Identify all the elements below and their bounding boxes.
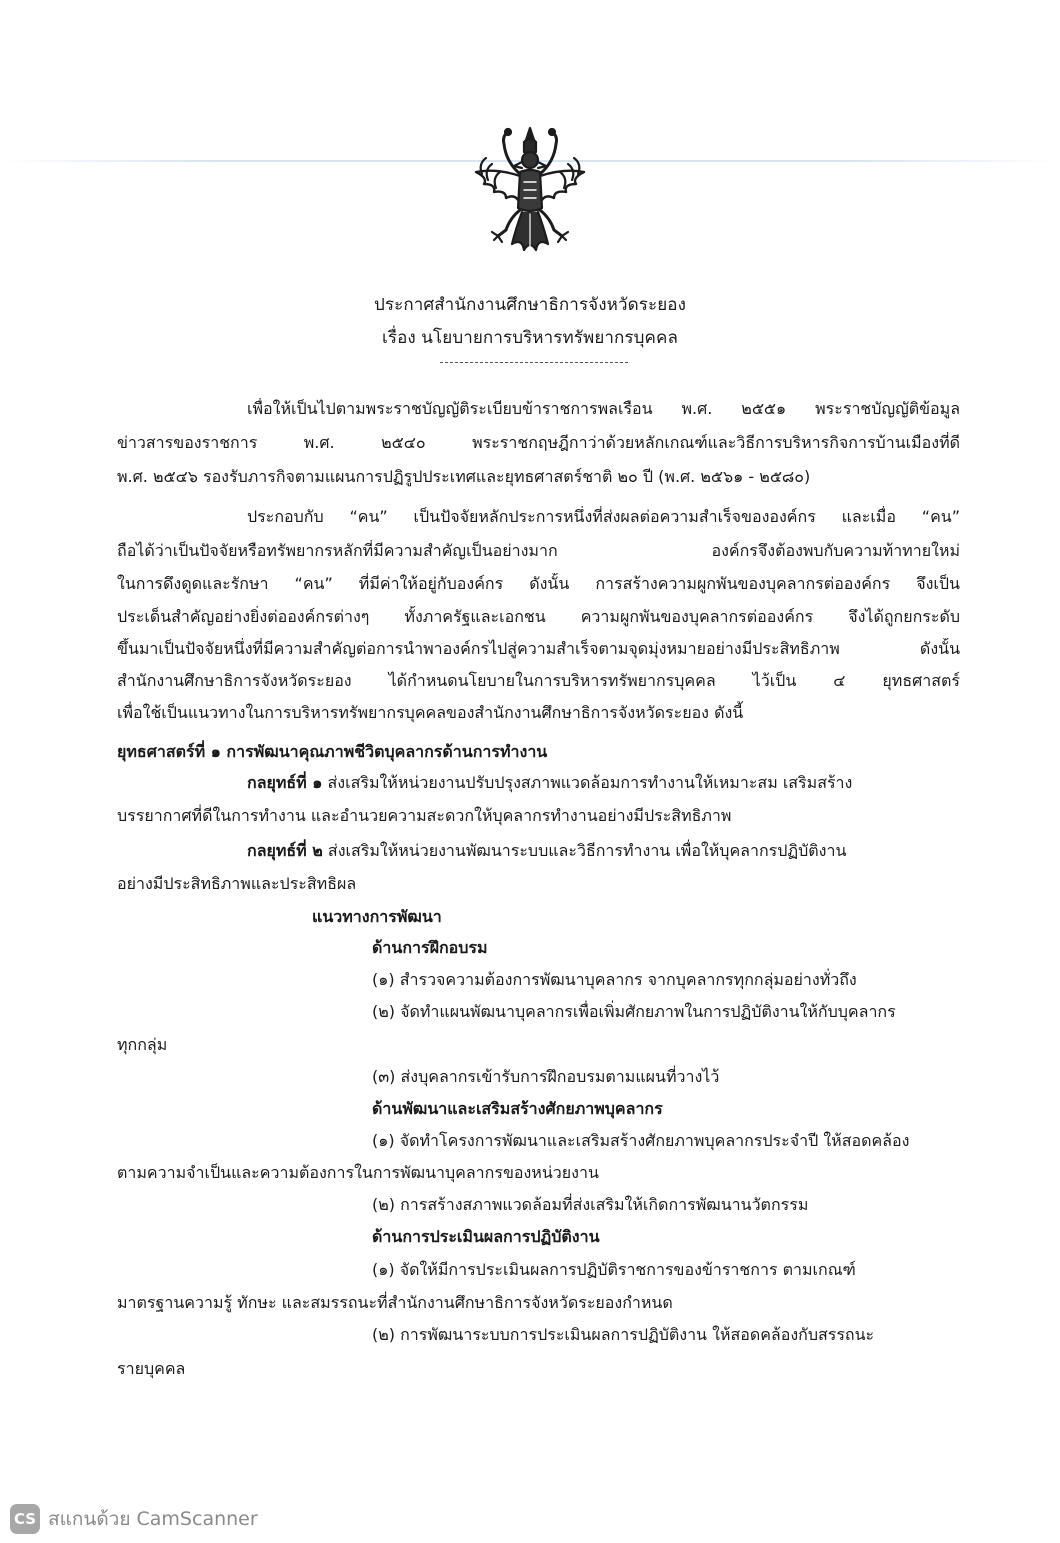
intro-line-3: พ.ศ. ๒๕๔๖ รองรับภารกิจตามแผนการปฏิรูปประเทศและยุทธศาสตร์ชาติ ๒๐ ปี (พ.ศ. ๒๕๖๑ - ๒๕๘๐) xyxy=(117,467,811,486)
tactic-1-line-1 xyxy=(247,772,960,794)
capacity-heading: ด้านพัฒนาและเสริมสร้างศักยภาพบุคลากร xyxy=(372,1099,663,1118)
development-heading: แนวทางการพัฒนา xyxy=(312,907,442,926)
tactic-2-label: กลยุทธ์ที่ ๒ xyxy=(247,841,323,860)
capacity-item-2: (๒) การสร้างสภาพแวดล้อมที่ส่งเสริมให้เกิดการพัฒนานวัตกรรม xyxy=(372,1195,809,1214)
announcement-subject: เรื่อง นโยบายการบริหารทรัพยากรบุคคล xyxy=(381,328,679,348)
tactic-2-line-2: อย่างมีประสิทธิภาพและประสิทธิผล xyxy=(117,874,357,893)
camscanner-logo-icon: CS xyxy=(10,1504,40,1534)
para2-line-6: สำนักงานศึกษาธิการจังหวัดระยอง ได้กำหนดนโยบายในการบริหารทรัพยากรบุคคล ไว้เป็น ๔ ยุทธศาสตร์ xyxy=(117,671,960,690)
announcement-title: ประกาศสำนักงานศึกษาธิการจังหวัดระยอง xyxy=(374,295,686,315)
capacity-item-1-line-1: (๑) จัดทำโครงการพัฒนาและเสริมสร้างศักยภาพบุคลากรประจำปี ให้สอดคล้อง xyxy=(372,1131,910,1150)
para2-line-7: เพื่อใช้เป็นแนวทางในการบริหารทรัพยากรบุคคลของสำนักงานศึกษาธิการจังหวัดระยอง ดังนี้ xyxy=(117,703,744,722)
training-item-2-line-1: (๒) จัดทำแผนพัฒนาบุคลากรเพื่อเพิ่มศักยภาพในการปฏิบัติงานให้กับบุคลากร xyxy=(372,1002,896,1021)
training-item-1: (๑) สำรวจความต้องการพัฒนาบุคลากร จากบุคลากรทุกกลุ่มอย่างทั่วถึง xyxy=(372,970,857,989)
training-item-2-line-2: ทุกกลุ่ม xyxy=(117,1035,168,1054)
garuda-emblem-icon xyxy=(466,122,594,260)
header-divider xyxy=(440,362,628,363)
intro-line-2: ข่าวสารของราชการ พ.ศ. ๒๕๔๐ พระราชกฤษฎีกาว่าด้วยหลักเกณฑ์และวิธีการบริหารกิจการบ้านเมืองที่ดี xyxy=(117,433,960,452)
evaluation-item-1-line-2: มาตรฐานความรู้ ทักษะ และสมรรถนะที่สำนักงานศึกษาธิการจังหวัดระยองกำหนด xyxy=(117,1293,673,1312)
para2-line-2: ถือได้ว่าเป็นปัจจัยหรือทรัพยากรหลักที่มีความสำคัญเป็นอย่างมาก องค์กรจึงต้องพบกับความท้าทายใหม่ xyxy=(117,541,960,560)
capacity-item-1-line-2: ตามความจำเป็นและความต้องการในการพัฒนาบุคลากรของหน่วยงาน xyxy=(117,1163,599,1182)
evaluation-item-2-line-1: (๒) การพัฒนาระบบการประเมินผลการปฏิบัติงาน ให้สอดคล้องกับสรรถนะ xyxy=(372,1325,875,1344)
camscanner-text: สแกนด้วย CamScanner xyxy=(48,1508,258,1530)
para2-line-3: ในการดึงดูดและรักษา “คน” ที่มีค่าให้อยู่กับองค์กร ดังนั้น การสร้างความผูกพันของบุคลากรต่อองค์กร จึงเป็น xyxy=(117,574,960,593)
para2-line-5: ขึ้นมาเป็นปัจจัยหนึ่งที่มีความสำคัญต่อการนำพาองค์กรไปสู่ความสำเร็จตามจุดมุ่งหมายอย่างมีประสิทธิภาพ ดังนั้น xyxy=(117,639,960,658)
tactic-2-text: ส่งเสริมให้หน่วยงานพัฒนาระบบและวิธีการทำงาน เพื่อให้บุคลากรปฏิบัติงาน xyxy=(322,841,847,860)
para2-line-4: ประเด็นสำคัญอย่างยิ่งต่อองค์กรต่างๆ ทั้งภาครัฐและเอกชน ความผูกพันของบุคลากรต่อองค์กร จึงได้ถูกยกระดับ xyxy=(117,607,960,626)
training-heading: ด้านการฝึกอบรม xyxy=(372,938,488,957)
evaluation-heading: ด้านการประเมินผลการปฏิบัติงาน xyxy=(372,1227,600,1246)
training-item-3: (๓) ส่งบุคลากรเข้ารับการฝึกอบรมตามแผนที่วางไว้ xyxy=(372,1067,720,1086)
tactic-1-text: ส่งเสริมให้หน่วยงานปรับปรุงสภาพแวดล้อมการทำงานให้เหมาะสม เสริมสร้าง xyxy=(322,773,853,792)
tactic-1-line-2: บรรยากาศที่ดีในการทำงาน และอำนวยความสะดวกให้บุคลากรทำงานอย่างมีประสิทธิภาพ xyxy=(117,806,732,825)
evaluation-item-2-line-2: รายบุคคล xyxy=(117,1359,186,1378)
intro-line-1: เพื่อให้เป็นไปตามพระราชบัญญัติระเบียบข้าราชการพลเรือน พ.ศ. ๒๕๕๑ พระราชบัญญัติข้อมูล xyxy=(247,399,960,418)
evaluation-item-1-line-1: (๑) จัดให้มีการประเมินผลการปฏิบัติราชการของข้าราชการ ตามเกณฑ์ xyxy=(372,1260,856,1279)
tactic-2-line-1 xyxy=(247,840,960,862)
camscanner-watermark xyxy=(10,1502,258,1536)
strategy-1-heading: ยุทธศาสตร์ที่ ๑ การพัฒนาคุณภาพชีวิตบุคลากรด้านการทำงาน xyxy=(117,742,548,761)
para2-line-1: ประกอบกับ “คน” เป็นปัจจัยหลักประการหนึ่งที่ส่งผลต่อความสำเร็จขององค์กร และเมื่อ “คน” xyxy=(247,507,960,526)
tactic-1-label: กลยุทธ์ที่ ๑ xyxy=(247,773,323,792)
